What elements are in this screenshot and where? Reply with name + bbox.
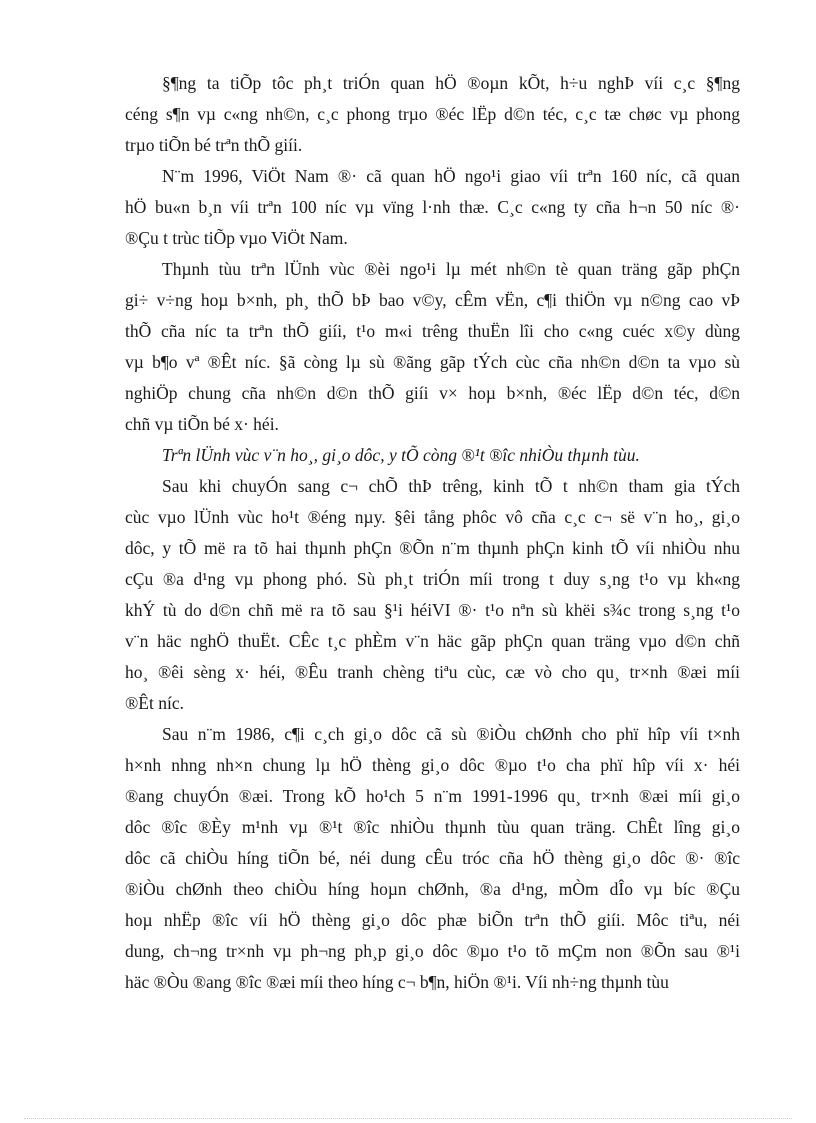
text-line: v¨n häc nghÖ thuËt. CÊc t¸c phÈm v¨n häc gãp phÇn quan träng vµo d©n chñ — [125, 631, 740, 651]
text-line: Trªn lÜnh vùc v¨n ho¸, gi¸o dôc, y tÕ còng ®¹t ®îc nhiÒu thµnh tùu. — [162, 445, 640, 465]
paragraph — [125, 471, 740, 719]
text-line: khÝ tù do d©n chñ më ra tõ sau §¹i héiVI ®· t¹o nªn sù khëi s¾c trong s¸ng t¹o — [125, 600, 740, 620]
text-line: dôc cã chiÒu híng tiÕn bé, néi dung cÊu tróc cña hÖ thèng gi¸o dôc ®· ®îc — [125, 848, 740, 868]
text-line: ®Êt níc. — [125, 693, 184, 713]
text-line: häc ®Òu ®ang ®îc ®æi míi theo híng c¬ b¶n, hiÖn ®¹i. Víi nh÷ng thµnh tùu — [125, 972, 669, 992]
text-line: ®iÒu chØnh theo chiÒu híng hoµn chØnh, ®a d¹ng, mÒm dÎo vµ bíc ®Çu — [125, 879, 740, 899]
text-line: Thµnh tùu trªn lÜnh vùc ®èi ngo¹i lµ mét nh©n tè quan träng gãp phÇn — [162, 259, 740, 279]
paragraph — [125, 719, 740, 998]
document-body — [125, 68, 740, 998]
text-line: ®ang chuyÓn ®æi. Trong kÕ ho¹ch 5 n¨m 1991-1996 qu¸ tr×nh ®æi míi gi¸o — [125, 786, 740, 806]
text-line: dung, ch¬ng tr×nh vµ ph¬ng ph¸p gi¸o dôc ®µo t¹o tõ mÇm non ®Õn sau ®¹i — [125, 941, 740, 961]
paragraph — [125, 161, 740, 254]
text-line: vµ b¶o vª ®Êt níc. §ã còng lµ sù ®ãng gãp tÝch cùc cña nh©n d©n ta vµo sù — [125, 352, 740, 372]
text-line: §¶ng ta tiÕp tôc ph¸t triÓn quan hÖ ®oµn kÕt, h÷u nghÞ víi c¸c §¶ng — [162, 73, 740, 93]
paragraph — [125, 440, 740, 471]
text-line: dôc, y tÕ më ra tõ hai thµnh phÇn ®Õn n¨m thµnh phÇn kinh tÕ víi nhiÒu nhu — [125, 538, 740, 558]
text-line: ho¸ ®êi sèng x· héi, ®Êu tranh chèng tiªu cùc, cæ vò cho qu¸ tr×nh ®æi míi — [125, 662, 740, 682]
text-line: céng s¶n vµ c«ng nh©n, c¸c phong trµo ®éc lËp d©n téc, c¸c tæ chøc vµ phong — [125, 104, 740, 124]
text-line: hoµ nhËp ®îc víi hÖ thèng gi¸o dôc phæ biÕn trªn thÕ giíi. Môc tiªu, néi — [125, 910, 740, 930]
text-line: chñ vµ tiÕn bé x· héi. — [125, 414, 279, 434]
text-line: ®Çu t trùc tiÕp vµo ViÖt Nam. — [125, 228, 348, 248]
text-line: h×nh nhng nh×n chung lµ hÖ thèng gi¸o dôc ®µo t¹o cha phï hîp víi x· héi — [125, 755, 740, 775]
text-line: N¨m 1996, ViÖt Nam ®· cã quan hÖ ngo¹i giao víi trªn 160 níc, cã quan — [162, 166, 740, 186]
paragraph — [125, 68, 740, 161]
paragraph — [125, 254, 740, 440]
text-line: cÇu ®a d¹ng vµ phong phó. Sù ph¸t triÓn míi trong t duy s¸ng t¹o vµ kh«ng — [125, 569, 740, 589]
text-line: hÖ bu«n b¸n víi trªn 100 níc vµ vïng l·nh thæ. C¸c c«ng ty cña h¬n 50 níc ®· — [125, 197, 740, 217]
text-line: nghiÖp chung cña nh©n d©n thÕ giíi v× hoµ b×nh, ®éc lËp d©n téc, d©n — [125, 383, 740, 403]
page-bottom-border — [24, 1118, 792, 1119]
text-line: Sau khi chuyÓn sang c¬ chÕ thÞ trêng, kinh tÕ t nh©n tham gia tÝch — [162, 476, 740, 496]
text-line: cùc vµo lÜnh vùc ho¹t ®éng nµy. §êi tång phôc vô cña c¸c c¬ së v¨n ho¸, gi¸o — [125, 507, 740, 527]
text-line: thÕ cña níc ta trªn thÕ giíi, t¹o m«i trêng thuËn lîi cho c«ng cuéc x©y dùng — [125, 321, 740, 341]
text-line: trµo tiÕn bé trªn thÕ giíi. — [125, 135, 303, 155]
text-line: Sau n¨m 1986, c¶i c¸ch gi¸o dôc cã sù ®iÒu chØnh cho phï hîp víi t×nh — [162, 724, 740, 744]
text-line: gi÷ v÷ng hoµ b×nh, ph¸ thÕ bÞ bao v©y, cÊm vËn, c¶i thiÖn vµ n©ng cao vÞ — [125, 290, 740, 310]
text-line: dôc ®îc ®Èy m¹nh vµ ®¹t ®îc nhiÒu thµnh tùu quan träng. ChÊt lîng gi¸o — [125, 817, 740, 837]
